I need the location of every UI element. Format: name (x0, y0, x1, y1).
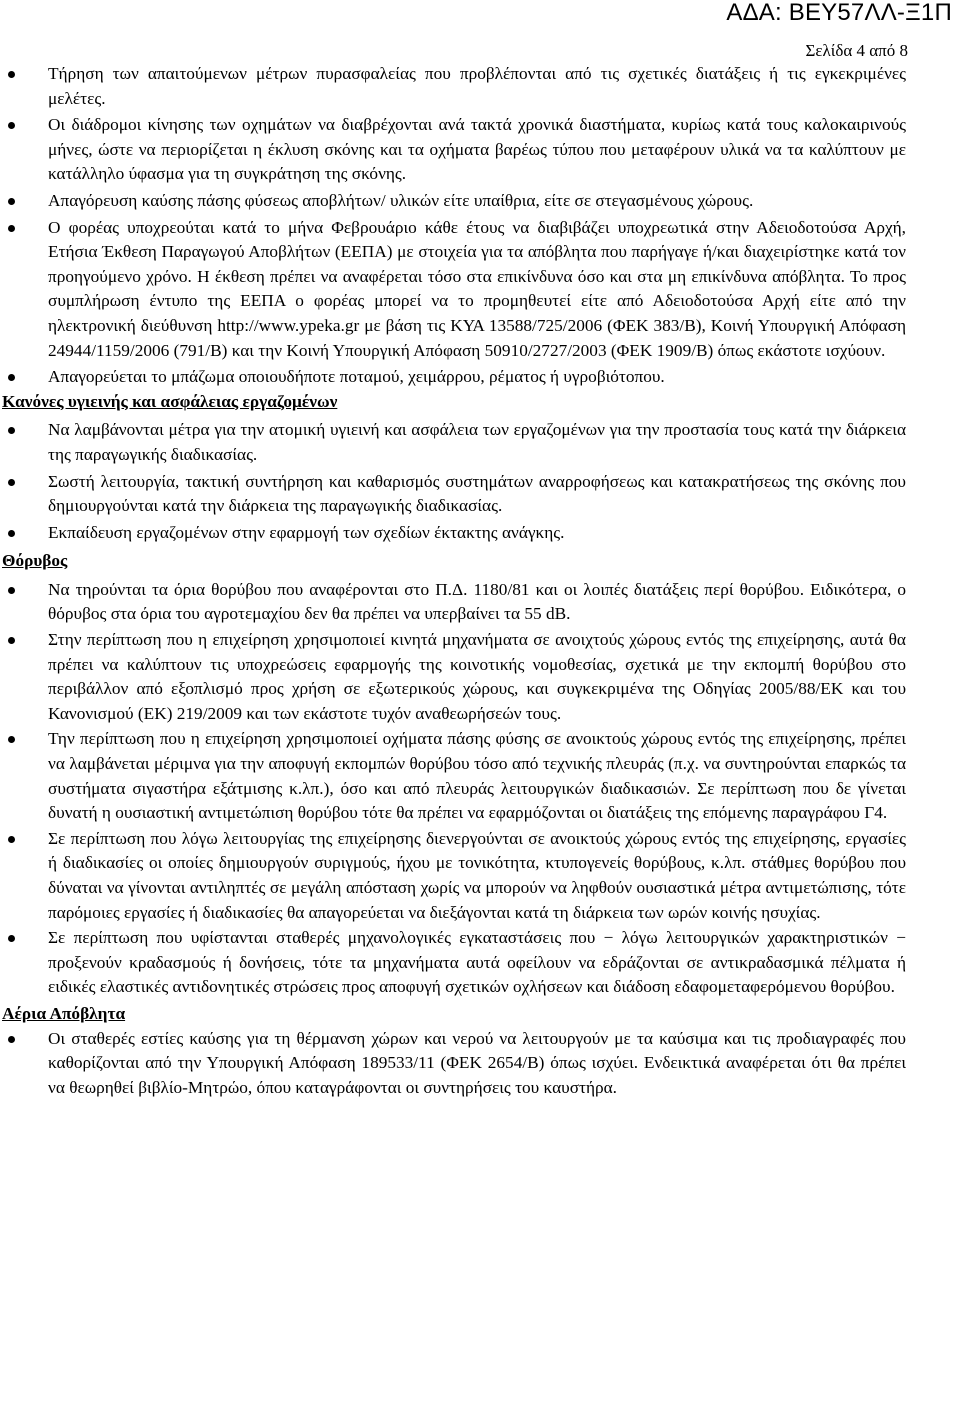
bullet-icon (8, 198, 15, 205)
list-item: Απαγόρευση καύσης πάσης φύσεως αποβλήτων/ υλικών είτε υπαίθρια, είτε σε στεγασμένους χώρους. (0, 189, 906, 214)
section-heading-air-emissions: Αέρια Απόβλητα (2, 1003, 126, 1023)
list-item: Σωστή λειτουργία, τακτική συντήρηση και καθαρισμός συστημάτων αναρροφήσεως και κατακρατήσεως της σκόνης που δημιουργούνται κατά την διάρκεια της παραγωγικής διαδικασίας. (0, 470, 906, 519)
bullet-icon (8, 427, 15, 434)
bullet-icon (8, 1036, 15, 1043)
noise-list (0, 578, 906, 1000)
list-item: Ο φορέας υποχρεούται κατά το μήνα Φεβρουάριο κάθε έτους να διαβιβάζει υποχρεωτικά στην Αδειοδοτούσα Αρχή, Ετήσια Έκθεση Παραγωγού Αποβλήτων (ΕΕΠΑ) με στοιχεία για τα απόβλητα που παρήγαγε ή/και διαχειρίστηκε κατά τον προηγούμενο χρόνο. Η έκθεση πρέπει να αναφέρεται τόσο στα επικίνδυνα όσο και στα μη επικίνδυνα απόβλητα. Το προς συμπλήρωση έντυπο της ΕΕΠΑ ο φορέας μπορεί να το προμηθευτεί είτε από Αδειοδοτούσα Αρχή είτε από την ηλεκτρονική διεύθυνση http://www.ypeka.gr με βάση τις ΚΥΑ 13588/725/2006 (ΦΕΚ 383/Β), Κοινή Υπουργική Απόφαση 24944/1159/2006 (791/Β) και την Κοινή Υπουργική Απόφαση 50910/2727/2003 (ΦΕΚ 1909/Β) όπως εκάστοτε ισχύουν. (0, 216, 906, 364)
list-item: Απαγορεύεται το μπάζωμα οποιουδήποτε ποταμού, χειμάρρου, ρέματος ή υγροβιότοπου. (0, 365, 906, 390)
bullet-icon (8, 374, 15, 381)
document-body (0, 62, 906, 1100)
section-heading-health-safety: Κανόνες υγιεινής και ασφάλειας εργαζομένων (2, 391, 338, 411)
bullet-icon (8, 225, 15, 232)
bullet-icon (8, 935, 15, 942)
list-item: Να λαμβάνονται μέτρα για την ατομική υγιεινή και ασφάλεια των εργαζομένων για την προστασία τους κατά την διάρκεια της παραγωγικής διαδικασίας. (0, 418, 906, 467)
bullet-icon (8, 587, 15, 594)
list-item: Σε περίπτωση που λόγω λειτουργίας της επιχείρησης διενεργούνται σε ανοικτούς χώρους εντός της επιχείρησης, εργασίες ή διαδικασίες οι οποίες δημιουργούν συριγμούς, ήχου με τονικότητα, κτυπογενείς θορύβους, κ.λπ. στάθμες θορύβου που δύναται να γίνονται αντιληπτές σε μεγάλη απόσταση χωρίς να μπορούν να ληφθούν ουσιαστικά μέτρα αντιμετώπισης, τότε παρόμοιες εργασίες ή διαδικασίες θα απαγορεύεται να διεξάγονται κατά τη διάρκεια των ωρών κοινής ησυχίας. (0, 827, 906, 925)
general-measures-list (0, 62, 906, 390)
bullet-icon (8, 71, 15, 78)
list-item: Την περίπτωση που η επιχείρηση χρησιμοποιεί οχήματα πάσης φύσης σε ανοικτούς χώρους εντός της επιχείρησης, πρέπει να λαμβάνεται μέριμνα για την αποφυγή εκπομπών θορύβου τόσο από τεχνικής πλευράς (π.χ. να συντηρούνται επαρκώς τα συστήματα σιγαστήρα εξάτμισης κ.λπ.), όσο και από πλευράς λειτουργικών διαδικασιών. Σε περίπτωση που δε γίνεται δυνατή η ουσιαστική αντιμετώπιση θορύβου τότε θα πρέπει να εφαρμόζονται οι διατάξεις της επόμενης παραγράφου Γ4. (0, 727, 906, 825)
list-item: Στην περίπτωση που η επιχείρηση χρησιμοποιεί κινητά μηχανήματα σε ανοιχτούς χώρους εντός της επιχείρησης, αυτά θα πρέπει να καλύπτουν τις υποχρεώσεις εφαρμογής της κοινοτικής νομοθεσίας, σχετικά με την εκπομπή θορύβου στο περιβάλλον από εξοπλισμό προς χρήση σε εξωτερικούς χώρους, και συγκεκριμένα της Οδηγίας 2005/88/ΕΚ και του Κανονισμού (ΕΚ) 219/2009 και των εκάστοτε τυχόν αναθεωρήσεών τους. (0, 628, 906, 726)
list-item: Οι σταθερές εστίες καύσης για τη θέρμανση χώρων και νερού να λειτουργούν με τα καύσιμα και τις προδιαγραφές που καθορίζονται από την Υπουργική Απόφαση 189533/11 (ΦΕΚ 2654/Β) όπως ισχύει. Ενδεικτικά αναφέρεται ότι θα πρέπει να θεωρηθεί βιβλίο-Μητρώο, όπου καταγράφονται οι συντηρήσεις του καυστήρα. (0, 1027, 906, 1101)
list-item: Τήρηση των απαιτούμενων μέτρων πυρασφαλείας που προβλέπονται από τις σχετικές διατάξεις ή τις εγκεκριμένες μελέτες. (0, 62, 906, 111)
bullet-icon (8, 637, 15, 644)
health-safety-list (0, 418, 906, 545)
bullet-icon (8, 736, 15, 743)
page-number: Σελίδα 4 από 8 (805, 41, 908, 60)
bullet-icon (8, 122, 15, 129)
section-heading-noise: Θόρυβος (2, 551, 68, 571)
bullet-icon (8, 530, 15, 537)
bullet-icon (8, 479, 15, 486)
list-item: Εκπαίδευση εργαζομένων στην εφαρμογή των σχεδίων έκτακτης ανάγκης. (0, 521, 906, 546)
ada-code: ΑΔΑ: ΒΕΥ57ΛΛ-Ξ1Π (726, 0, 952, 26)
list-item: Να τηρούνται τα όρια θορύβου που αναφέρονται στο Π.Δ. 1180/81 και οι λοιπές διατάξεις περί θορύβου. Ειδικότερα, ο θόρυβος στα όρια του αγροτεμαχίου δεν θα πρέπει να υπερβαίνει τα 55 dB. (0, 578, 906, 627)
bullet-icon (8, 836, 15, 843)
air-emissions-list (0, 1027, 906, 1101)
list-item: Σε περίπτωση που υφίστανται σταθερές μηχανολογικές εγκαταστάσεις που − λόγω λειτουργικών χαρακτηριστικών − προξενούν κραδασμούς ή δονήσεις, τότε τα μηχανήματα αυτά οφείλουν να εδράζονται σε αντικραδασμικά πέλματα ή ειδικές ελαστικές αντιδονητικές στρώσεις προς αποφυγή σχετικών οχλήσεων και διάδοση εδαφομεταφερόμενου θορύβου. (0, 926, 906, 1000)
list-item: Οι διάδρομοι κίνησης των οχημάτων να διαβρέχονται ανά τακτά χρονικά διαστήματα, κυρίως κατά τους καλοκαιρινούς μήνες, ώστε να περιορίζεται η έκλυση σκόνης και τα οχήματα βαρέως τύπου που μεταφέρουν υλικά να τα καλύπτουν με κατάλληλο ύφασμα για τη συγκράτηση της σκόνης. (0, 113, 906, 187)
